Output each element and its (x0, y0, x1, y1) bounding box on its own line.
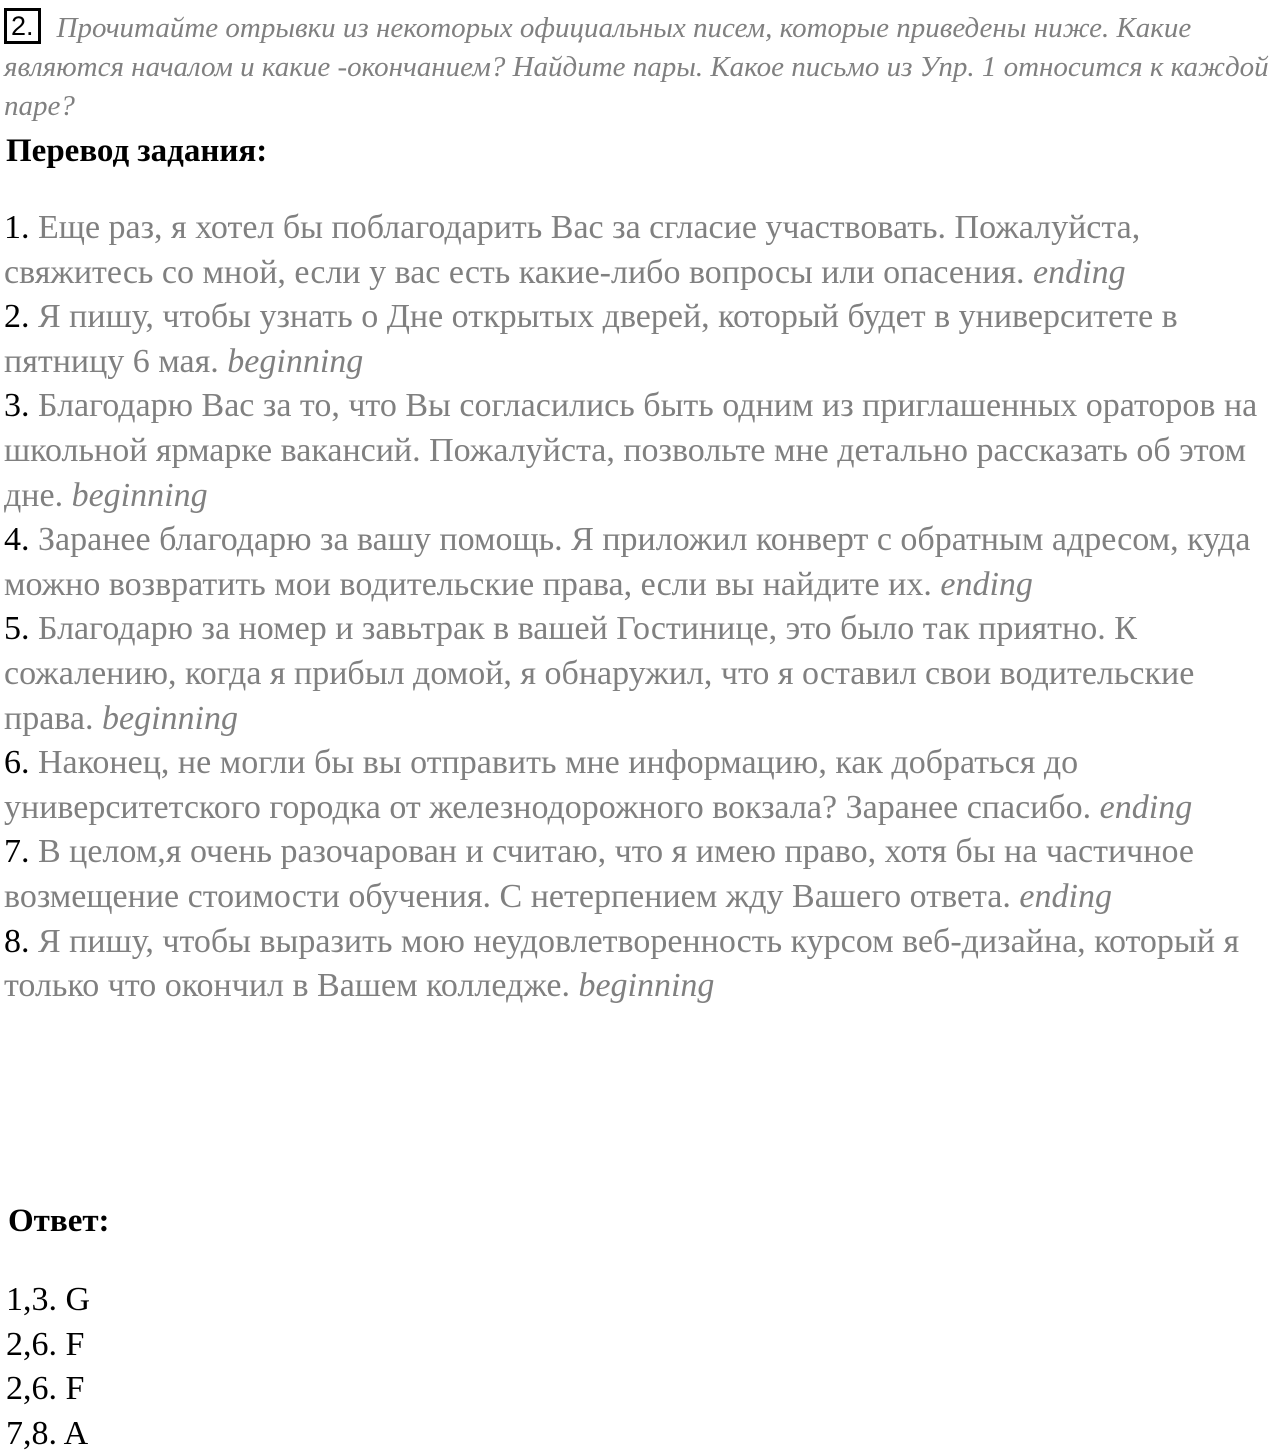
item-number: 6. (4, 744, 30, 782)
item-number: 5. (4, 610, 30, 648)
item-number: 8. (4, 922, 30, 960)
list-item (4, 206, 1284, 295)
item-text: Благодарю за номер и завьтрак в вашей Гостинице, это было так приятно. К сожалению, когда я прибыл домой, я обнаружил, что я оставил свои водительские права. (4, 610, 1195, 737)
answers-list (6, 1278, 90, 1456)
item-tag: beginning (101, 699, 238, 737)
item-text: Благодарю Вас за то, что Вы согласились быть одним из приглашенных ораторов на школьной ярмарке вакансий. Пожалуйста, позвольте мне детально рассказать об этом дне. (4, 387, 1258, 514)
list-item (4, 518, 1284, 607)
item-number: 2. (4, 298, 30, 336)
item-number: 7. (4, 833, 30, 871)
item-text: В целом,я очень разочарован и считаю, что я имею право, хотя бы на частичное возмещение стоимости обучения. С нетерпением жду Вашего ответа. (4, 833, 1194, 915)
item-tag: ending (940, 565, 1033, 603)
item-tag: ending (1033, 253, 1126, 291)
list-item (4, 741, 1284, 830)
task-number: 2. (4, 8, 41, 44)
item-number: 4. (4, 521, 30, 559)
item-tag: beginning (578, 967, 715, 1005)
item-text: Наконец, не могли бы вы отправить мне информацию, как добраться до университетского городка от железнодорожного вокзала? Заранее спасибо. (4, 744, 1092, 826)
item-tag: beginning (227, 342, 364, 380)
item-tag: ending (1019, 877, 1112, 915)
item-text: Я пишу, чтобы выразить мою неудовлетворенность курсом веб-дизайна, который я только что окончил в Вашем колледже. (4, 922, 1240, 1005)
item-text: Заранее благодарю за вашу помощь. Я приложил конверт с обратным адресом, куда можно возвратить мои водительские права, если вы найдите их. (4, 521, 1251, 603)
list-item (4, 607, 1284, 741)
item-number: 3. (4, 387, 30, 425)
list-item (4, 920, 1284, 1009)
answer-line: 1,3. G (6, 1281, 91, 1318)
item-text: Я пишу, чтобы узнать о Дне открытых дверей, который будет в университете в пятницу 6 мая. (4, 298, 1178, 380)
list-item (4, 384, 1284, 518)
task-instruction-text: Прочитайте отрывки из некоторых официальных писем, которые приведены ниже. Какие являются началом и какие -окончанием? Найдите пары. Какое письмо из Упр. 1 относится к каждой паре? (4, 12, 1269, 122)
translation-heading: Перевод задания: (6, 133, 268, 169)
answer-line: 2,6. F (6, 1325, 85, 1363)
answer-line: 7,8. A (6, 1414, 89, 1452)
answer-line: 2,6. F (6, 1370, 85, 1408)
list-item (4, 295, 1284, 384)
task-instruction (4, 8, 1284, 126)
item-text: Еще раз, я хотел бы поблагодарить Вас за сгласие участвовать. Пожалуйста, свяжитесь со мной, если у вас есть какие-либо вопросы или опасения. (4, 209, 1141, 291)
item-tag: beginning (71, 476, 208, 514)
items-list (4, 206, 1284, 1009)
list-item (4, 830, 1284, 919)
item-tag: ending (1099, 788, 1193, 826)
item-number: 1. (4, 209, 30, 246)
answer-heading: Ответ: (8, 1203, 110, 1239)
